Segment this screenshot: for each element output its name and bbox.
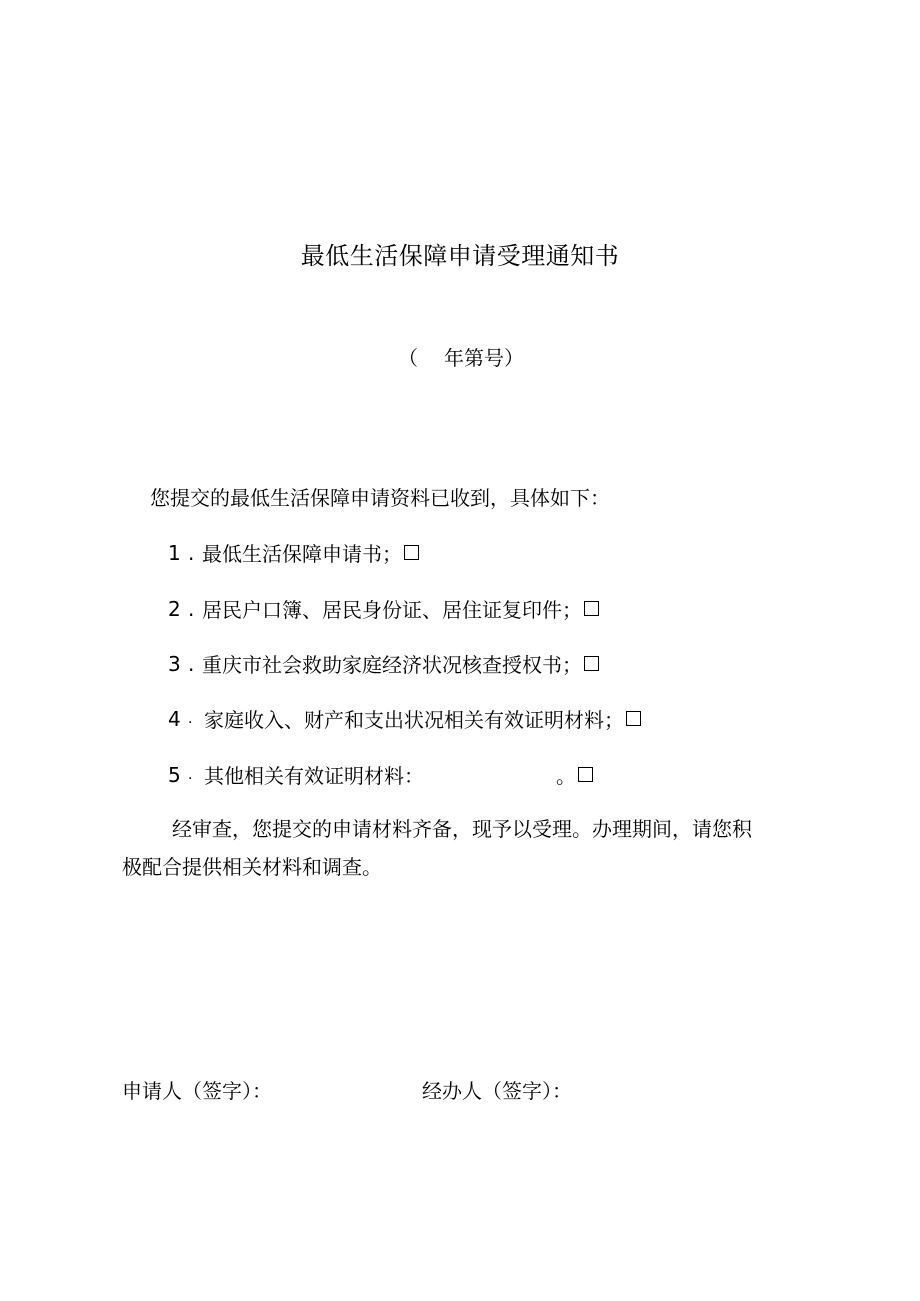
document-title: 最低生活保障申请受理通知书 [300, 242, 620, 270]
list-item-3 [168, 649, 599, 678]
item-label: 其他相关有效证明材料： [204, 764, 424, 788]
item-label: 重庆市社会救助家庭经济状况核查授权书； [202, 653, 582, 677]
applicant-signature-label: 申请人（签字）： [122, 1079, 272, 1103]
item-dot: . [188, 540, 195, 565]
item-label: 最低生活保障申请书； [202, 542, 402, 566]
item-number: 1 [168, 540, 181, 565]
item-suffix: 。 [556, 764, 576, 788]
list-item-4 [168, 704, 641, 733]
doc-number-open-paren: （ [398, 346, 418, 370]
item-checkbox-4[interactable] [626, 711, 641, 726]
item-number: 4 [168, 706, 181, 731]
item-label: 居民户口簿、居民身份证、居住证复印件； [202, 598, 582, 622]
list-item-2 [168, 594, 599, 623]
item-number: 2 [168, 596, 181, 621]
item-checkbox-1[interactable] [404, 545, 419, 560]
doc-number-text: 年第号） [444, 346, 524, 370]
item-number: 3 [168, 651, 181, 676]
item-dot: . [188, 710, 193, 727]
item-checkbox-3[interactable] [584, 656, 599, 671]
intro-text: 您提交的最低生活保障申请资料已收到，具体如下： [150, 486, 610, 510]
item-checkbox-5[interactable] [578, 767, 593, 782]
item-dot: . [188, 651, 195, 676]
list-item-5 [168, 760, 593, 789]
handler-signature-label: 经办人（签字）： [422, 1079, 572, 1103]
item-dot: . [188, 766, 193, 783]
item-number: 5 [168, 762, 181, 787]
paragraph-line-1: 经审查，您提交的申请材料齐备，现予以受理。办理期间，请您积 [172, 817, 752, 841]
item-dot: . [188, 596, 195, 621]
item-checkbox-2[interactable] [584, 601, 599, 616]
list-item-1 [168, 538, 419, 567]
item-label: 家庭收入、财产和支出状况相关有效证明材料； [204, 708, 624, 732]
paragraph-line-2: 极配合提供相关材料和调查。 [122, 855, 382, 879]
